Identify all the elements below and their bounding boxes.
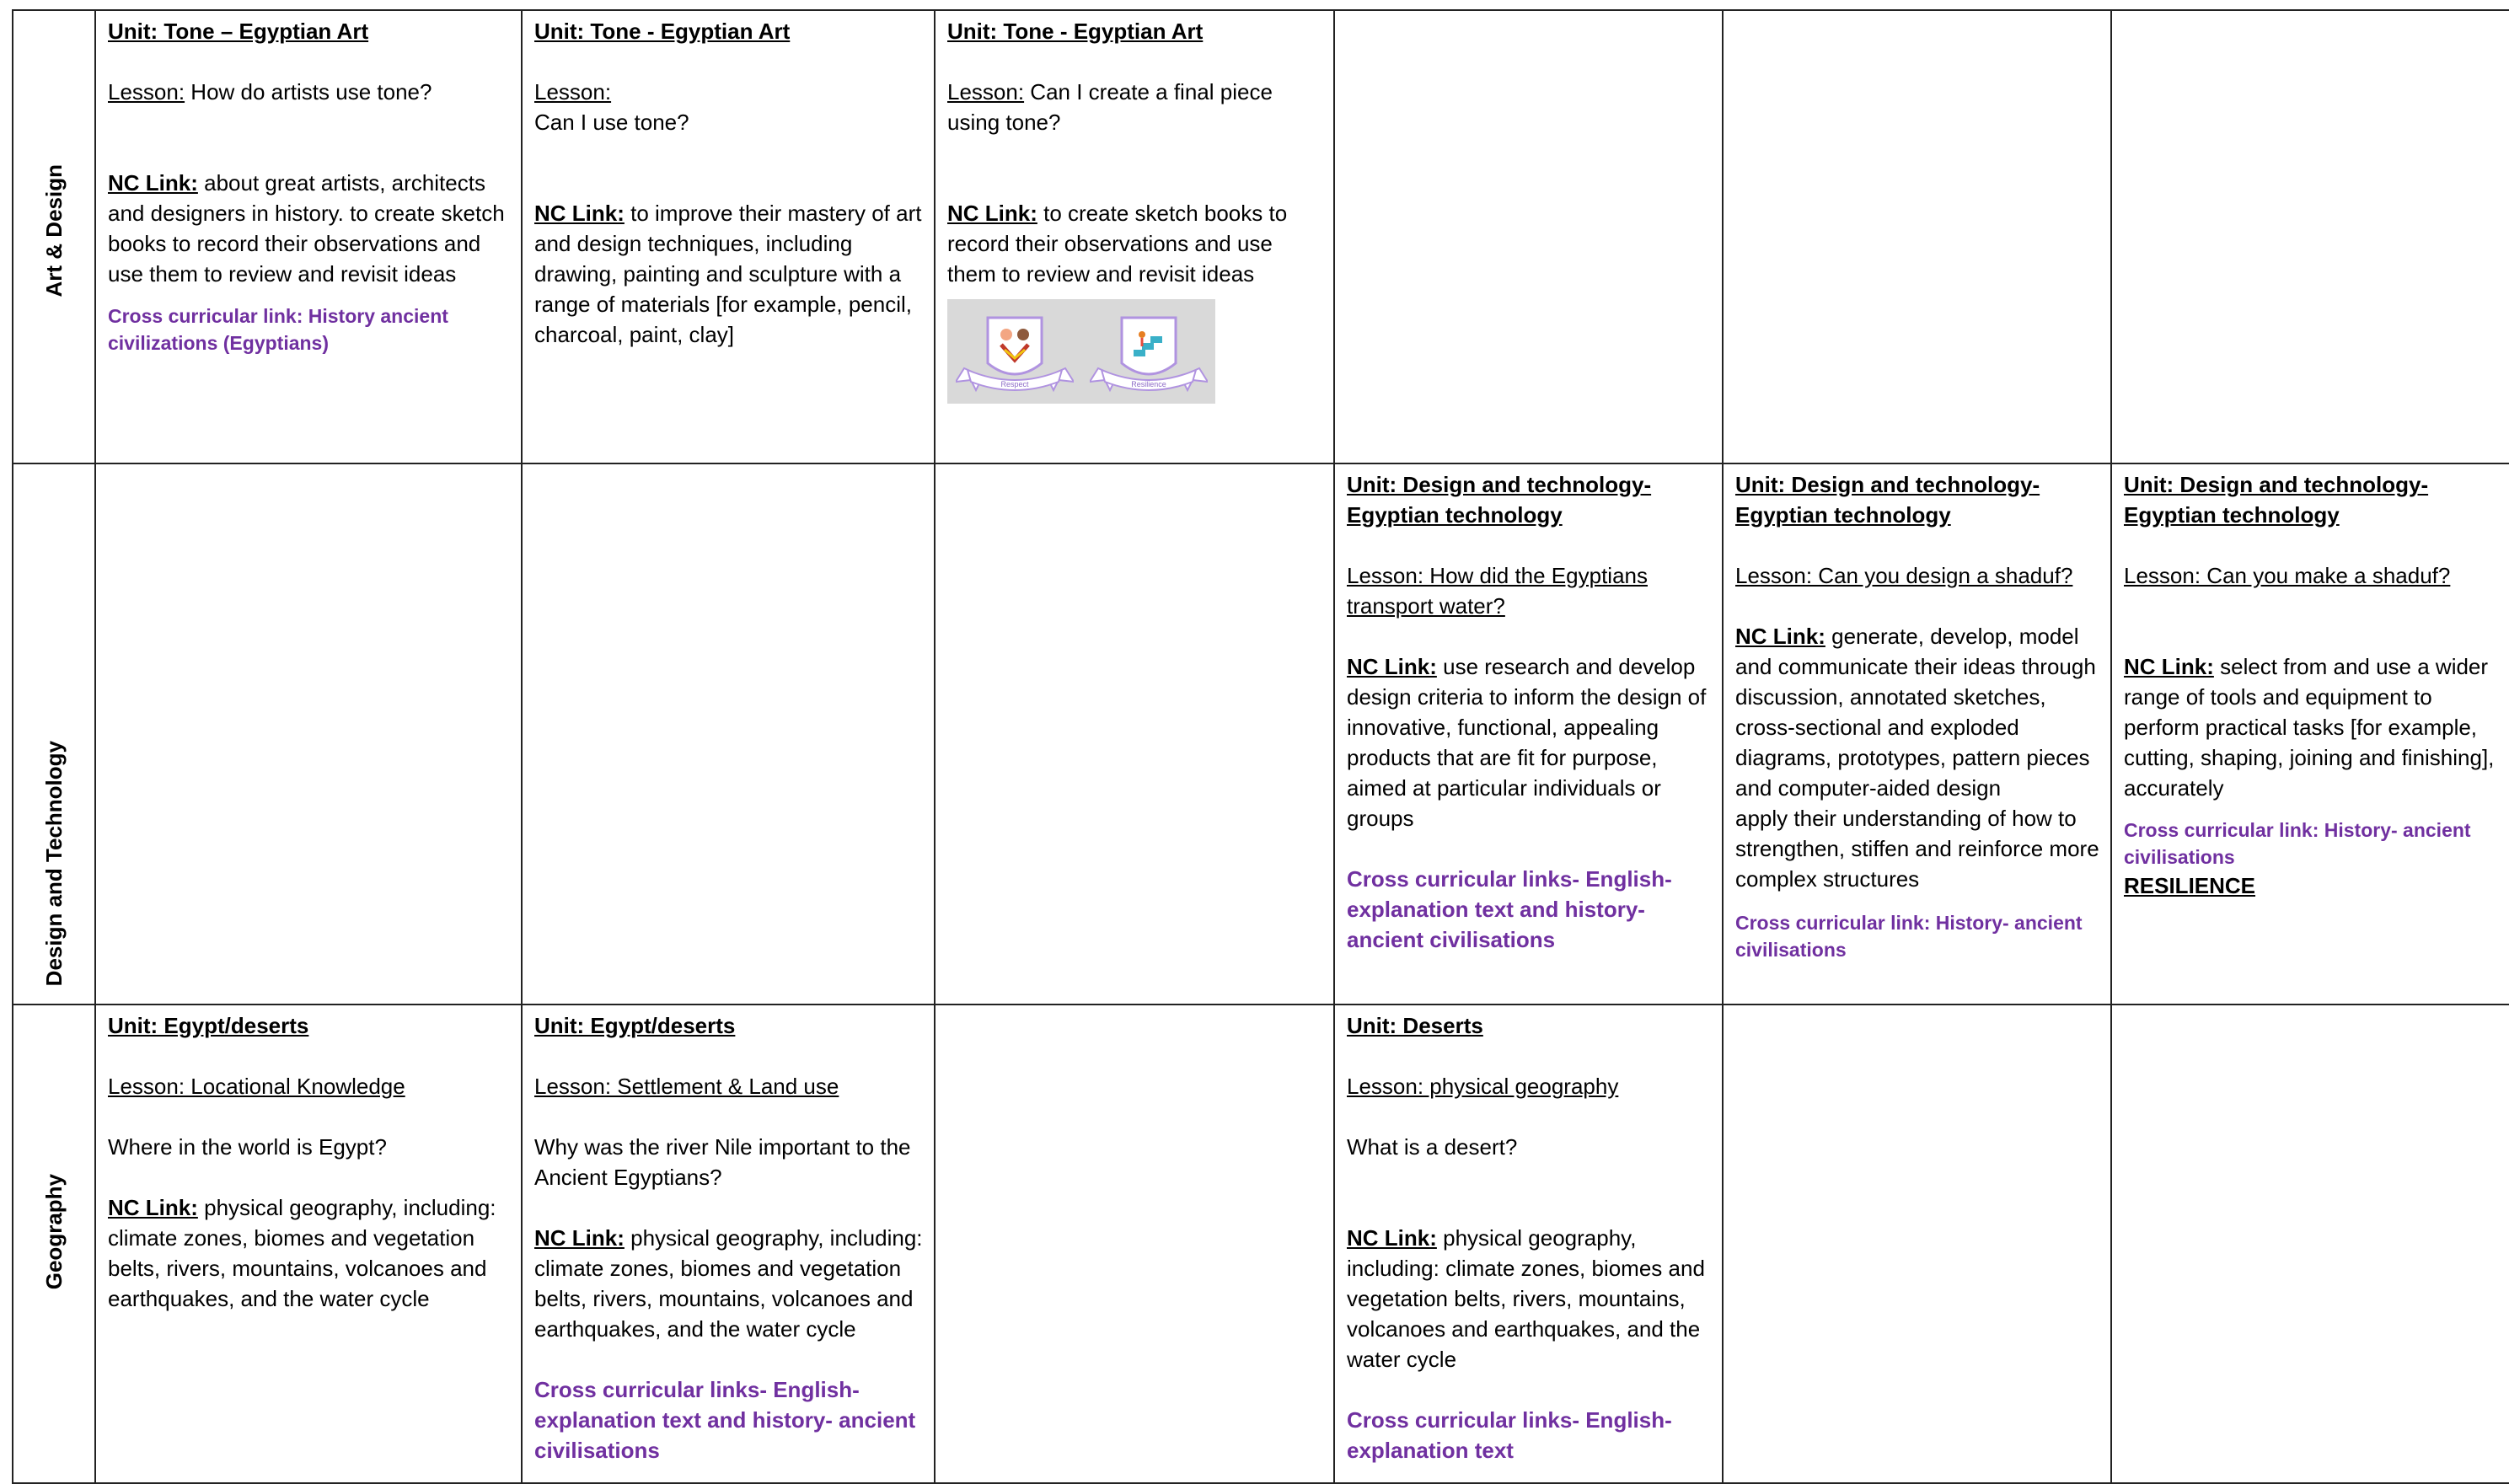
unit-title: Unit: Design and technology- Egyptian technology — [1347, 472, 1652, 528]
nc-link-text: physical geography, including: climate zones, biomes and vegetation belts, rivers, mountains, volcanoes and earthquakes, and the water cycle — [534, 1225, 923, 1342]
nc-link-label: NC Link: — [108, 1195, 198, 1220]
nc-link — [534, 1223, 924, 1344]
nc-link-text: about great artists, architects and designers in history. to create sketch books to record their observations and use them to review and revisit ideas — [108, 170, 505, 287]
lesson-question: What is a desert? — [1347, 1134, 1518, 1160]
nc-link — [2124, 651, 2500, 803]
nc-link-label: NC Link: — [1735, 624, 1825, 649]
subject-cell-geo — [13, 1005, 95, 1483]
cell-geo-1 — [95, 1005, 522, 1483]
nc-link-label: NC Link: — [1347, 1225, 1437, 1251]
row-geography — [13, 1005, 2509, 1483]
nc-link-label: NC Link: — [1347, 654, 1437, 679]
unit-title: Unit: Tone - Egyptian Art — [947, 19, 1204, 44]
cross-curricular-link: Cross curricular links- English- explanation text — [1347, 1407, 1672, 1463]
nc-link-text: to improve their mastery of art and design techniques, including drawing, painting and sculpture with a range of materials [for example, pencil, charcoal, paint, clay] — [534, 201, 922, 347]
lesson-line — [947, 77, 1323, 137]
subject-label-dt: Design and Technology — [41, 740, 67, 986]
lesson-text: Can I create a final piece using tone? — [947, 79, 1273, 135]
nc-link — [108, 1192, 511, 1314]
nc-link-label: NC Link: — [2124, 654, 2214, 679]
nc-link-text: physical geography, including: climate zones, biomes and vegetation belts, rivers, mountains, volcanoes and earthquakes, and the water cycle — [1347, 1225, 1705, 1372]
cross-curricular-link: Cross curricular links- English- explanation text and history- ancient civilisations — [1347, 866, 1672, 952]
cross-curricular-link: Cross curricular link: History- ancient civilisations — [2124, 819, 2471, 868]
nc-link — [534, 198, 924, 350]
svg-text:Respect: Respect — [1000, 380, 1029, 388]
nc-link-text: generate, develop, model and communicate their ideas through discussion, annotated sketches, cross-sectional and exploded diagrams, prototypes, pattern pieces and computer-aided design — [1735, 624, 2096, 801]
lesson-question: Why was the river Nile important to the Ancient Egyptians? — [534, 1134, 911, 1190]
cross-curricular-link: Cross curricular link: History- ancient civilisations — [1735, 912, 2083, 961]
cell-art-4 — [1334, 10, 1723, 463]
respect-badge-icon — [956, 309, 1074, 394]
cell-art-3 — [935, 10, 1334, 463]
nc-link — [1347, 1223, 1712, 1374]
subject-cell-dt — [13, 463, 95, 1005]
subject-cell-art — [13, 10, 95, 463]
nc-link-text-2: apply their understanding of how to strengthen, stiffen and reinforce more complex structures — [1735, 806, 2099, 892]
nc-link-text: physical geography, including: climate zones, biomes and vegetation belts, rivers, mountains, volcanoes and earthquakes, and the water cycle — [108, 1195, 496, 1311]
nc-link — [947, 198, 1323, 289]
cell-art-5 — [1723, 10, 2111, 463]
lesson-text: Can I use tone? — [534, 110, 689, 135]
nc-link-label: NC Link: — [534, 1225, 625, 1251]
cell-art-1 — [95, 10, 522, 463]
cell-geo-5 — [1723, 1005, 2111, 1483]
resilience-badge-icon — [1090, 309, 1208, 394]
nc-link — [1735, 621, 2100, 803]
lesson-line: Lesson: Locational Knowledge — [108, 1074, 405, 1099]
unit-title: Unit: Tone – Egyptian Art — [108, 19, 369, 44]
cell-dt-2 — [522, 463, 935, 1005]
cell-geo-2 — [522, 1005, 935, 1483]
row-design-technology — [13, 463, 2509, 1005]
lesson-label: Lesson: — [534, 79, 612, 104]
value-badges — [947, 299, 1215, 404]
cell-dt-4 — [1334, 463, 1723, 1005]
lesson-line: Lesson: Can you design a shaduf? — [1735, 563, 2073, 588]
cell-geo-6 — [2111, 1005, 2509, 1483]
subject-label-art: Art & Design — [41, 163, 67, 297]
value-resilience: RESILIENCE — [2124, 873, 2256, 898]
lesson-line — [108, 77, 511, 107]
cell-geo-4 — [1334, 1005, 1723, 1483]
cell-geo-3 — [935, 1005, 1334, 1483]
cell-dt-1 — [95, 463, 522, 1005]
cell-dt-6 — [2111, 463, 2509, 1005]
row-art-design — [13, 10, 2509, 463]
nc-link-text: select from and use a wider range of tools and equipment to perform practical tasks [for example, cutting, shaping, joining and finishing], accurately — [2124, 654, 2495, 801]
nc-link — [108, 168, 511, 289]
lesson-line: Lesson: physical geography — [1347, 1074, 1619, 1099]
lesson-label: Lesson: — [108, 79, 185, 104]
nc-link-label: NC Link: — [947, 201, 1037, 226]
unit-title: Unit: Design and technology- Egyptian technology — [2124, 472, 2429, 528]
cross-curricular-link: Cross curricular link: History ancient civilizations (Egyptians) — [108, 305, 448, 354]
subject-label-geo: Geography — [41, 1173, 67, 1289]
cross-curricular-link: Cross curricular links- English- explanation text and history- ancient civilisations — [534, 1377, 916, 1463]
nc-link-label: NC Link: — [108, 170, 198, 196]
unit-title: Unit: Egypt/deserts — [534, 1013, 736, 1038]
unit-title: Unit: Tone - Egyptian Art — [534, 19, 791, 44]
nc-link-text: use research and develop design criteria to inform the design of innovative, functional, appealing products that are fit for purpose, aimed at particular individuals or groups — [1347, 654, 1707, 831]
curriculum-table — [12, 9, 2509, 1484]
lesson-text: How do artists use tone? — [185, 79, 432, 104]
cell-dt-3 — [935, 463, 1334, 1005]
svg-text:Resilience: Resilience — [1130, 380, 1166, 388]
nc-link-label: NC Link: — [534, 201, 625, 226]
unit-title: Unit: Egypt/deserts — [108, 1013, 309, 1038]
lesson-line: Lesson: How did the Egyptians transport water? — [1347, 563, 1648, 619]
cell-art-2 — [522, 10, 935, 463]
lesson-question: Where in the world is Egypt? — [108, 1134, 387, 1160]
unit-title: Unit: Deserts — [1347, 1013, 1483, 1038]
lesson-label: Lesson: — [947, 79, 1025, 104]
nc-link-text: to create sketch books to record their observations and use them to review and revisit ideas — [947, 201, 1288, 287]
unit-title: Unit: Design and technology- Egyptian technology — [1735, 472, 2040, 528]
lesson-line: Lesson: Can you make a shaduf? — [2124, 563, 2451, 588]
cell-dt-5 — [1723, 463, 2111, 1005]
nc-link — [1347, 651, 1712, 833]
lesson-line: Lesson: Settlement & Land use — [534, 1074, 839, 1099]
cell-art-6 — [2111, 10, 2509, 463]
